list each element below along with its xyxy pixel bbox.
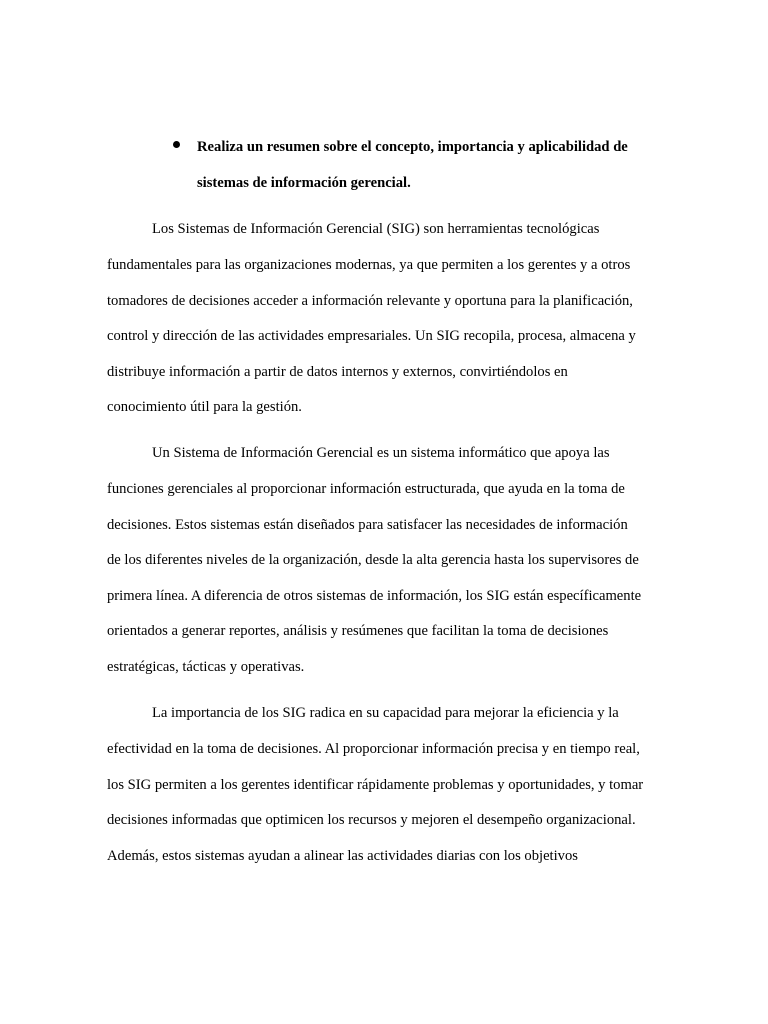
paragraph-1-line-2: fundamentales para las organizaciones modernas, ya que permiten a los gerentes y a otros	[107, 257, 631, 273]
paragraph-1-line-1: Los Sistemas de Información Gerencial (SIG) son herramientas tecnológicas	[152, 221, 600, 237]
paragraph-3-line-4: decisiones informadas que optimicen los recursos y mejoren el desempeño organizacional.	[107, 812, 636, 828]
bullet-icon	[173, 141, 180, 148]
paragraph-2-line-3: decisiones. Estos sistemas están diseñados para satisfacer las necesidades de información	[107, 517, 628, 533]
paragraph-3-line-3: los SIG permiten a los gerentes identificar rápidamente problemas y oportunidades, y tomar	[107, 777, 644, 793]
paragraph-3-line-5: Además, estos sistemas ayudan a alinear las actividades diarias con los objetivos	[107, 848, 578, 864]
paragraph-1-line-3: tomadores de decisiones acceder a información relevante y oportuna para la planificación,	[107, 293, 633, 309]
paragraph-2-line-2: funciones gerenciales al proporcionar información estructurada, que ayuda en la toma de	[107, 481, 625, 497]
paragraph-1-line-6: conocimiento útil para la gestión.	[107, 399, 302, 415]
paragraph-2-line-4: de los diferentes niveles de la organización, desde la alta gerencia hasta los supervisores de	[107, 552, 639, 568]
heading-line-1: Realiza un resumen sobre el concepto, importancia y aplicabilidad de	[197, 139, 628, 155]
paragraph-3-line-1: La importancia de los SIG radica en su capacidad para mejorar la eficiencia y la	[152, 705, 619, 721]
paragraph-3-line-2: efectividad en la toma de decisiones. Al proporcionar información precisa y en tiempo real,	[107, 741, 640, 757]
paragraph-1-line-5: distribuye información a partir de datos internos y externos, convirtiéndolos en	[107, 364, 568, 380]
heading-line-2: sistemas de información gerencial.	[197, 175, 411, 191]
paragraph-2-line-5: primera línea. A diferencia de otros sistemas de información, los SIG están específicamente	[107, 588, 642, 604]
paragraph-2-line-6: orientados a generar reportes, análisis y resúmenes que facilitan la toma de decisiones	[107, 623, 609, 639]
paragraph-2-line-1: Un Sistema de Información Gerencial es un sistema informático que apoya las	[152, 445, 610, 461]
paragraph-1-line-4: control y dirección de las actividades empresariales. Un SIG recopila, procesa, almacena y	[107, 328, 636, 344]
paragraph-2-line-7: estratégicas, tácticas y operativas.	[107, 659, 305, 675]
